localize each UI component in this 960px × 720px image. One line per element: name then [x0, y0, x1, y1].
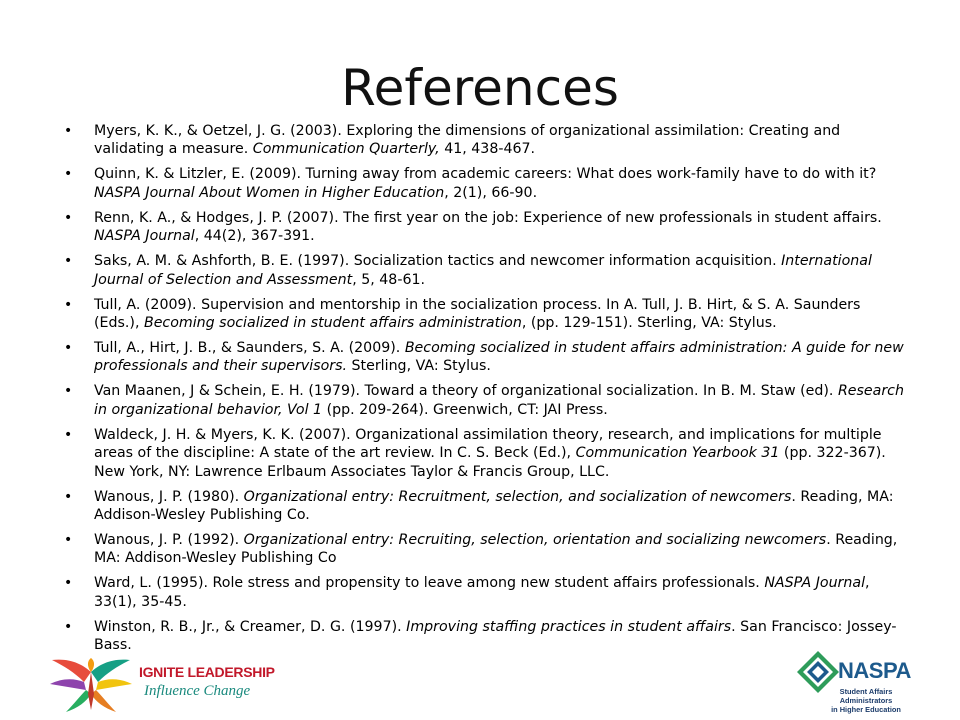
- bullet-icon: •: [64, 296, 73, 313]
- naspa-logo-subtitle: [816, 687, 916, 714]
- reference-text: . Reading, MA: Addison-Wesley Publishing Co: [94, 532, 898, 567]
- reference-text: , 5, 48-61.: [352, 271, 426, 288]
- reference-text: . San Francisco: Jossey-Bass.: [94, 618, 897, 654]
- bullet-icon: •: [64, 209, 73, 226]
- naspa-subtitle-line-2: in Higher Education: [831, 705, 901, 714]
- reference-item: [64, 574, 904, 611]
- reference-source-title: Organizational entry: Recruiting, selection, orientation and socializing newcomers: [243, 532, 827, 549]
- reference-text: Wanous, J. P. (1992).: [94, 532, 244, 549]
- reference-item: [64, 122, 904, 159]
- reference-text: 41, 438-467.: [439, 141, 536, 158]
- bullet-icon: •: [64, 340, 73, 357]
- reference-text: Ward, L. (1995). Role stress and propensity to leave among new student affairs professionals.: [94, 575, 765, 592]
- slide-title: References: [341, 59, 619, 117]
- reference-text: (pp. 209-264). Greenwich, CT: JAI Press.: [322, 401, 608, 418]
- bullet-icon: •: [64, 618, 73, 635]
- reference-source-title: Improving staffing practices in student affairs: [406, 618, 732, 635]
- naspa-logo-name: NASPA: [838, 658, 911, 683]
- phoenix-icon: [44, 650, 139, 716]
- reference-source-title: Organizational entry: Recruitment, selection, and socialization of newcomers: [243, 488, 792, 505]
- reference-item: [64, 252, 904, 289]
- reference-text: Tull, A. (2009). Supervision and mentorship in the socialization process. In A. Tull, J. B. Hirt, & S. A. Saunders (Eds.),: [94, 296, 861, 332]
- reference-text: Myers, K. K., & Oetzel, J. G. (2003). Exploring the dimensions of organizational assimilation: Creating and validating a measure.: [94, 123, 841, 158]
- reference-item: [64, 165, 904, 202]
- bullet-icon: •: [64, 166, 73, 183]
- ignite-leadership-logo: [44, 650, 274, 716]
- reference-text: , 33(1), 35-45.: [94, 575, 870, 610]
- reference-text: Winston, R. B., Jr., & Creamer, D. G. (1997).: [94, 618, 407, 635]
- reference-item: [64, 339, 904, 376]
- reference-item: [64, 209, 904, 246]
- reference-text: Renn, K. A., & Hodges, J. P. (2007). The first year on the job: Experience of new professionals in student affairs.: [94, 209, 882, 226]
- bullet-icon: •: [64, 532, 73, 549]
- reference-source-title: NASPA Journal: [94, 228, 195, 245]
- bullet-icon: •: [64, 575, 73, 592]
- ignite-logo-tagline: Influence Change: [144, 683, 251, 699]
- bullet-icon: •: [64, 426, 73, 443]
- bullet-icon: •: [64, 383, 73, 400]
- bullet-icon: •: [64, 253, 73, 270]
- reference-source-title: Becoming socialized in student affairs administration: A guide for new professionals and their supervisors.: [94, 340, 904, 375]
- reference-item: [64, 296, 904, 333]
- naspa-logo: [796, 646, 926, 718]
- bullet-icon: •: [64, 123, 73, 139]
- reference-text: Waldeck, J. H. & Myers, K. K. (2007). Organizational assimilation theory, research, and implications for multiple areas of the discipline: A state of the art review. In C. S. Beck (Ed.),: [94, 426, 882, 462]
- reference-source-title: Becoming socialized in student affairs administration: [143, 315, 522, 332]
- reference-item: [64, 488, 904, 525]
- reference-source-title: NASPA Journal About Women in Higher Education: [94, 184, 445, 201]
- naspa-subtitle-line-1: Student Affairs Administrators: [839, 687, 893, 705]
- reference-source-title: Communication Quarterly,: [252, 141, 440, 158]
- reference-source-title: Communication Yearbook 31: [575, 445, 780, 462]
- reference-text: Van Maanen, J & Schein, E. H. (1979). Toward a theory of organizational socialization. In B. M. Staw (ed).: [94, 383, 838, 400]
- reference-item: [64, 382, 904, 419]
- reference-text: , 2(1), 66-90.: [444, 184, 538, 201]
- reference-text: Sterling, VA: Stylus.: [347, 358, 491, 375]
- reference-text: Tull, A., Hirt, J. B., & Saunders, S. A. (2009).: [94, 340, 405, 357]
- reference-source-title: International Journal of Selection and Assessment: [94, 253, 872, 288]
- reference-text: , (pp. 129-151). Sterling, VA: Stylus.: [521, 315, 777, 332]
- reference-text: (pp. 322-367). New York, NY: Lawrence Erlbaum Associates Taylor & Francis Group, LLC.: [94, 445, 886, 480]
- bullet-icon: •: [64, 488, 73, 505]
- reference-text: Wanous, J. P. (1980).: [94, 488, 244, 505]
- reference-text: Saks, A. M. & Ashforth, B. E. (1997). Socialization tactics and newcomer information acquisition.: [94, 253, 782, 270]
- reference-text: , 44(2), 367-391.: [194, 228, 315, 245]
- reference-item: [64, 426, 904, 481]
- reference-text: . Reading, MA: Addison-Wesley Publishing Co.: [94, 488, 894, 524]
- reference-list: [64, 122, 904, 661]
- reference-source-title: NASPA Journal: [764, 575, 866, 592]
- reference-source-title: Research in organizational behavior, Vol 1: [94, 383, 904, 418]
- ignite-logo-title: IGNITE LEADERSHIP: [139, 664, 275, 680]
- reference-text: Quinn, K. & Litzler, E. (2009). Turning away from academic careers: What does work-family have to do with it?: [94, 166, 877, 183]
- reference-item: [64, 531, 904, 568]
